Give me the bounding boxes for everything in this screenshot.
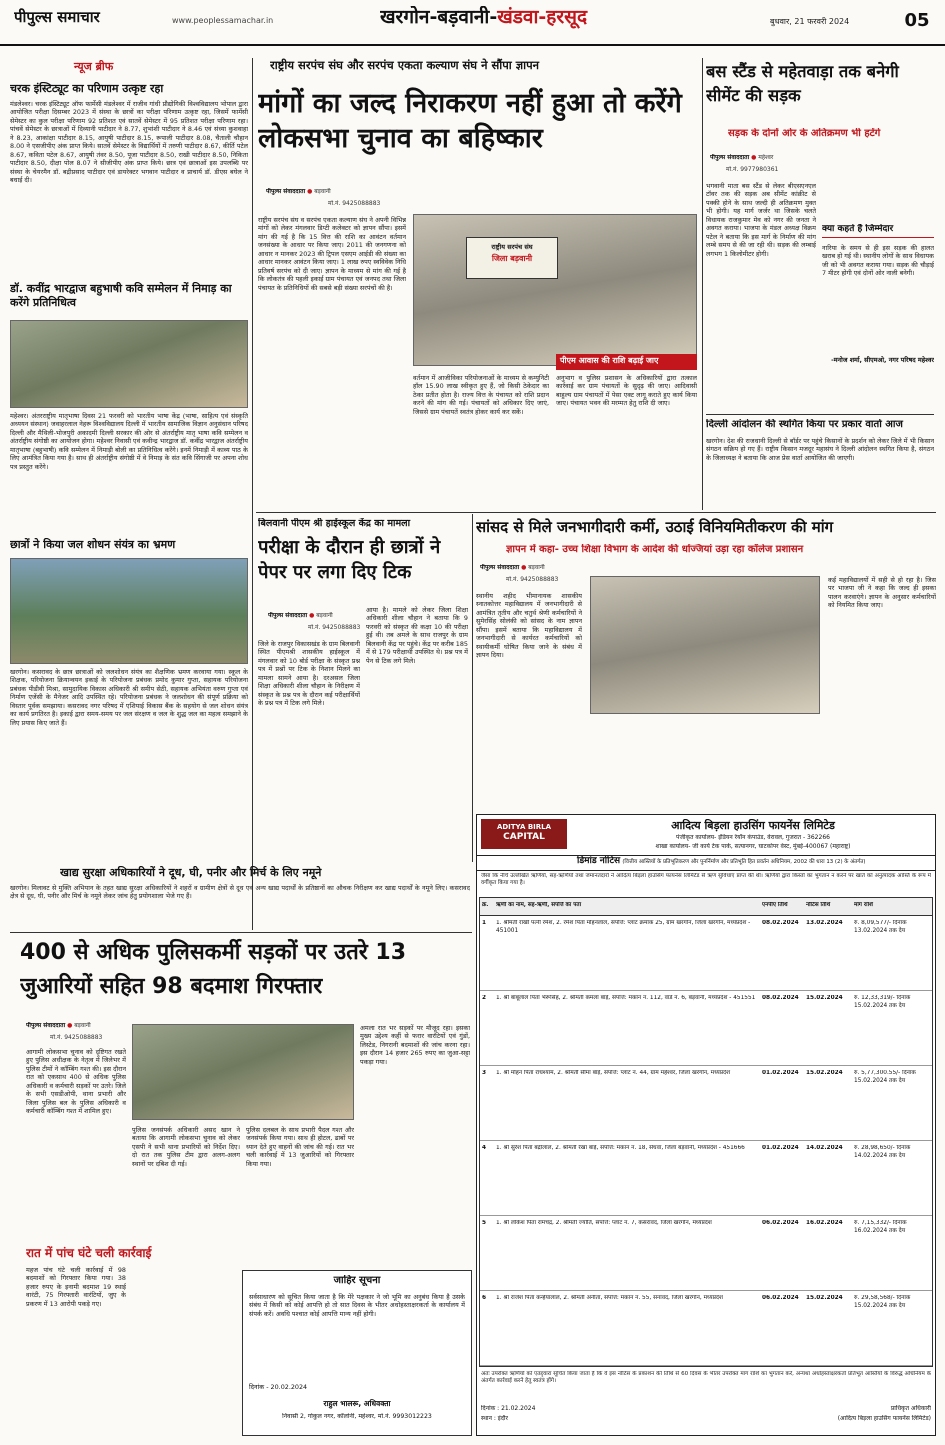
ad-row-borrower: 1. श्री सुरेश पिता बद्रीलाल, 2. श्रीमती रेखा बाई, संपत्ति: मकान नं. 18, सेंधवा, जिला बड़वानी, मध्यप्रदेश - 451666 <box>496 1145 745 1151</box>
bus-stand-byline-name: पीपुल्स संवाददाता <box>710 154 750 161</box>
police-byline-name: पीपुल्स संवाददाता <box>26 1022 66 1029</box>
sarpanch-photo <box>413 214 697 366</box>
police-col3: पुलिस जनसंपर्क अधिकारी असद खान ने बताया कि आगामी लोकसभा चुनाव को लेकर एसपी ने सभी थाना प्रभारियों को निर्देश दिए। दो रात तक पुलिस टीम द्वारा अलग-अलग स्थानों पर दबिश दी गई। <box>132 1126 240 1168</box>
paper-logo <box>14 8 164 30</box>
ad-row-borrower: 1. श्री मोहन पिता राधेश्याम, 2. श्रीमती सीमा बाई, संपत्ति: प्लॉट नं. 44, ग्राम महेश्वर, जिला खरगोन, मध्यप्रदेश <box>496 1070 731 1076</box>
sarpanch-mobile: मो.नं. 9425088883 <box>328 200 381 207</box>
box-body: नारिया के समय से ही इस सड़क की हालत खराब हो गई थी। स्थानीय लोगों के साथ विधायक जी को भी अवगत कराया गया। सड़क की चौड़ाई 7 मीटर होगी एवं दोनों ओर नाली बनेगी। <box>822 244 934 278</box>
ad-row-amount: रु. 12,33,319/- दिनांक 15.02.2024 तक देय <box>854 995 911 1009</box>
exam-mp-rule <box>472 514 473 862</box>
ad-signatory-company: (आदित्य बिड़ला हाउसिंग फायनेंस लिमिटेड) <box>837 1415 931 1422</box>
news-brief-label: न्यूज ब्रीफ <box>74 60 114 73</box>
ad-col-amount: मांग राशि <box>854 902 873 908</box>
ad-title-bar <box>477 855 935 871</box>
ad-row-notice: 15.02.2024 <box>806 1070 843 1076</box>
lower-horizontal-rule <box>10 932 472 933</box>
ad-intro: जैसा कि नीचे उल्लेखित ऋणियों, सह-ऋणियों तथा जमानतदारों ने आदित्य बिड़ला हाउसिंग फायनेंस लिमिटेड से ऋण सुविधाएं प्राप्त की थीं। ऋणियों द्वारा किस्तों का भुगतान न करने पर खाते को अनुत्पादक आस्ति के रूप में वर्गीकृत किया गया है। <box>481 873 931 887</box>
delhi-body: खरगोन। देश की राजधानी दिल्ली से बॉर्डर पर पहुंचे किसानों के प्रदर्शन को लेकर जिले में भी किसान संगठन सक्रिय हो गए हैं। राष्ट्रीय किसान मजदूर महासंघ ने दिल्ली आंदोलन स्थगित किया है, संगठन के जिलाध्यक्ष ने बताया कि आज प्रेस वार्ता आयोजित की जाएगी। <box>706 437 934 462</box>
ad-row-amount: रु. 8,09,577/- दिनांक 13.02.2024 तक देय <box>854 920 907 934</box>
ad-company: आदित्य बिड़ला हाउसिंग फायनेंस लिमिटेड <box>671 819 835 832</box>
public-notice <box>242 1270 472 1436</box>
brief3-body: खरगोन। कसरावद के छात्र छात्राओं को जलशोधन संयंत्र का शैक्षणिक भ्रमण करवाया गया। स्कूल के शिक्षक, परियोजना क्रियान्वयन इकाई के परियोजना प्रबंधक प्रमोद कुमार गुप्ता, सहायक परियोजना प्रबंधक पीडीवी मिश्रा, सामुदायिक विकास अधिकारी श्री समीप सेठी, सहायक अभियंता वरुण गुप्ता एवं निर्माण एजेंसी के मैनेजर आदि उपस्थित रहे। परियोजना प्रबंधक ने जलशोधन की संपूर्ण प्रक्रिया को विस्तार पूर्वक समझाया। कसरावद नगर परिषद में एशियाई विकास बैंक के सहयोग से जल शोधन संयंत्र का कार्य प्रगतिरत है। इकाई द्वारा समय-समय पर जल संरक्षण व जल के शुद्ध जल का महत्व समझाने के लिए प्रयास किए जाते हैं। <box>10 668 248 727</box>
mp-headline: सांसद से मिले जनभागीदारी कर्मी, उठाई विनियमितीकरण की मांग <box>476 518 834 536</box>
mp-col4: कई महाविद्यालयों में सही से हो रहा है। जिस पर भाजपा जी ने कहा कि जल्द ही इसका पालन करवाएंगे। ज्ञापन के अनुसार कर्मचारियों को नियमित किया जाए। <box>828 576 936 610</box>
ad-table-row <box>480 1066 933 1141</box>
ad-row-notice: 16.02.2024 <box>806 1220 843 1226</box>
ad-row-amount: रु. 29,58,568/- दिनांक 15.02.2024 तक देय <box>854 1295 911 1309</box>
exam-byline-name: पीपुल्स संवाददाता <box>268 612 308 619</box>
ad-signatory: प्राधिकृत अधिकारी <box>890 1405 931 1412</box>
ad-rows <box>480 916 933 1367</box>
sarpanch-photo-caption: पीएम आवास की राशि बढ़ाई जाए <box>556 354 697 370</box>
ad-row-amount: रु. 28,98,650/- दिनांक 14.02.2024 तक देय <box>854 1145 911 1159</box>
ad-date: दिनांक : 21.02.2024 <box>481 1405 536 1412</box>
exam-kicker: बिलवानी पीएम श्री हाईस्कूल केंद्र का मामला <box>258 518 411 529</box>
masthead-rule <box>0 44 945 46</box>
exam-byline-location: बड़वानी <box>316 612 333 619</box>
edition-title-black: खरगोन-बड़वानी- <box>380 6 498 28</box>
ad-col-npa: एनपीए तिथि <box>762 902 788 908</box>
mp-mobile: मो.नं. 9425088883 <box>506 576 559 583</box>
ad-row-amount: रु. 7,15,332/- दिनांक 16.02.2024 तक देय <box>854 1220 907 1234</box>
sarpanch-photo-banner <box>466 237 558 279</box>
ad-col-no: क्र. <box>482 902 489 908</box>
ad-row-notice: 13.02.2024 <box>806 920 843 926</box>
brief2-photo <box>10 320 248 408</box>
sarpanch-body: राष्ट्रीय सरपंच संघ व सरपंच एकता कल्याण संघ ने अपनी विभिन्न मांगों को लेकर मंगलवार डिप्टी कलेक्टर को ज्ञापन सौंपा। इसमें मांग की गई है कि 15 वित्त की राशि का आवंटन वर्तमान जनसंख्या के आधार पर किया जाए। 2011 की जनगणना को आधार न मानकर 2023 की ट्रिपल एसएम आईडी की संख्या का आधार मानकर आवंटन किया जाए। 1 लाख रुपए स्वविवेक निधि प्रतिवर्ष सरपंच को दी जाए। ज्ञापन के माध्यम से मांग की गई है कि लोकतंत्र की पहली इकाई ग्राम पंचायत एवं जनपद तथा जिला पंचायत के प्रतिनिधियों की सबसे बड़ी संख्या सरपंचों की है। <box>258 216 406 292</box>
ad-row-npa: 01.02.2024 <box>762 1145 799 1151</box>
police-col2b <box>132 1266 240 1426</box>
mp-byline-name: पीपुल्स संवाददाता <box>480 564 520 571</box>
ad-row-notice: 15.02.2024 <box>806 1295 843 1301</box>
ad-col-borrower: ऋणी का नाम, सह-ऋणी, संपत्ति का पता <box>496 902 582 908</box>
notice-date: दिनांक - 20.02.2024 <box>249 1383 308 1391</box>
sarpanch-kicker: राष्ट्रीय सरपंच संघ और सरपंच एकता कल्याण संघ ने सौंपा ज्ञापन <box>270 58 539 72</box>
ad-row-borrower: 1. श्रीमती राखी पत्नी रमेश, 2. रमेश पिता मोहनलाल, संपत्ति: प्लॉट क्रमांक 25, ग्राम खरगोन, जिला खरगोन, मध्यप्रदेश - 451001 <box>496 920 751 934</box>
police-subhead: रात में पांच घंटे चली कार्रवाई <box>26 1246 152 1260</box>
ad-row-npa: 01.02.2024 <box>762 1070 799 1076</box>
delhi-story <box>706 414 934 510</box>
mid-horizontal-rule <box>256 512 936 513</box>
police-photo <box>132 1024 354 1120</box>
sarpanch-byline: पीपुल्स संवाददाता ● बड़वानी <box>266 188 331 195</box>
sarpanch-headline: मांगों का जल्द निराकरण नहीं हुआ तो करेंगे लोकसभा चुनाव का बहिष्कार <box>258 88 682 155</box>
brief2-headline: डॉ. कवींद्र भारद्वाज बहुभाषी कवि सम्मेलन में निमाड़ का करेंगे प्रतिनिधित्व <box>10 282 232 309</box>
exam-story <box>258 516 468 860</box>
ad-row-no: 6 <box>482 1295 487 1301</box>
brief1-headline: चरक इंस्टिट्यूट का परिणाम उत्कृष्ट रहा <box>10 82 164 95</box>
brief2-body: महेश्वर। अंतरराष्ट्रीय मातृभाषा दिवस 21 फरवरी को भारतीय भाषा केंद्र (भाषा, साहित्य एवं संस्कृति अध्ययन संस्थान) जवाहरलाल नेहरू विश्वविद्यालय दिल्ली में भारतीय सामाजिक विज्ञान अनुसंधान परिषद दिल्ली और मैथिली-भोजपुरी अकादमी दिल्ली सरकार की ओर से अंतर्राष्ट्रीय मातृ भाषा कवि सम्मेलन व अंतर्राष्ट्रीय संगोष्ठी का आयोजन होगा। महेश्वर निवासी एवं कवीन्द्र भारद्वाज डॉ. कवींद्र भारद्वाज अंतर्राष्ट्रीय मातृभाषा (बहुभाषी) कवि सम्मेलन में निमाड़ी बोली का प्रतिनिधित्व करेंगे। इनमें निमाड़ी में काव्य पाठ के लिए आमंत्रित किया गया है। साथ ही अंतर्राष्ट्रीय संगोष्ठी में वे निमाड़ के संत कवि सिंगाजी पर अपना शोध पत्र प्रस्तुत करेंगे। <box>10 412 248 471</box>
mp-col1: स्थानीय शहीद भीमानायक शासकीय स्नातकोत्तर महाविद्यालय में जनभागीदारी से आमंत्रित तृतीय और चतुर्थ श्रेणी कर्मचारियों ने सुमेरसिंह सोलंकी को सांसद के नाम ज्ञापन सौंपा। इसमें बताया कि महाविद्यालय में जनभागीदारी से कार्यरत कर्मचारियों को स्थायीकर्मी घोषित किया जाने के संबंध में ज्ञापन दिया। <box>476 592 582 660</box>
edition-title-red: खंडवा-हरसूद <box>497 6 588 28</box>
ad-col-notice: नोटिस तिथि <box>806 902 831 908</box>
exam-col1: जिले के राजपुर विकासखंड के ग्राम बिलवानी स्थित पीएमश्री शासकीय हाईस्कूल में मंगलवार को 10 बोर्ड परीक्षा के संस्कृत प्रश्न पत्र में प्रश्नों पर टिक के निशान मिलने का मामला सामने आया है। दरअसल जिला शिक्षा अधिकारी शीला चौहान के निरीक्षण में संस्कृत के प्रश्न पत्र के दौरान कई परीक्षार्थियों के प्रश्न पत्र में टिक लगे मिले। <box>258 640 360 708</box>
bus-stand-byline-location: महेश्वर <box>758 154 774 161</box>
bus-stand-body: भगवानी माता बस स्टैंड से लेकर बीएसएनएल टॉवर तक की सड़क अब सीमेंट कांक्रीट से पक्की होने के साथ जल्दी ही अतिक्रमण मुक्त भी होगी। यह मार्ग जर्जर था जिसके चलते विधायक राजकुमार मेव को नगर की जनता ने अवगत कराया। भाजपा के मंडल अध्यक्ष विक्रम पटेल ने बताया कि इस मार्ग के निर्माण की मांग लम्बे समय से की जा रही थी। सड़क की लम्बाई लगभग 1 किलोमीटर होगी। <box>706 182 816 258</box>
police-col2: महज पांच घंटे चली कार्रवाई में 98 बदमाशों को गिरफ्तार किया गया। 38 हजार रुपए के इनामी बदमाश 19 स्थाई वारंटी, 75 गिरफ्तारी वारंटियों, जुए के प्रकरण में 13 आरोपी पकड़े गए। <box>26 1266 126 1308</box>
food-body: खरगोन। मिलावट से मुक्ति अभियान के तहत खाद्य सुरक्षा अधिकारियों ने शहरों व ग्रामीण क्षेत्रों से दूध एवं अन्य खाद्य पदार्थों के प्रतिष्ठानों का औचक निरीक्षण कर खाद्य पदार्थों के नमूने लिए। कसरावद क्षेत्र से दूध, घी, पनीर और मिर्च के नमूने लेकर जांच हेतु प्रयोगशाला भेजे गए हैं। <box>10 884 470 901</box>
bus-stand-subhead: सड़क के दोनों ओर के अतिक्रमण भी हटेंगे <box>728 128 881 139</box>
ad-table-row <box>480 1216 933 1291</box>
ad-row-no: 5 <box>482 1220 487 1226</box>
notice-body: सर्वसाधारण को सूचित किया जाता है कि मेरे पक्षकार ने जो भूमि का अनुबंध किया है उसके संबंध में किसी को कोई आपत्ति हो तो सात दिवस के भीतर अधोहस्ताक्षरकर्ता के कार्यालय में संपर्क करें। अवधि पश्चात कोई आपत्ति मान्य नहीं होगी। <box>249 1293 465 1318</box>
ad-office1: पंजीकृत कार्यालय- इंडियन रेयॉन कंपाउंड, वेरावल, गुजरात - 362266 <box>676 834 830 841</box>
center-right-rule <box>702 58 703 510</box>
box-title: क्या कहते हैं जिम्मेदार <box>822 224 934 238</box>
food-headline: खाद्य सुरक्षा अधिकारियों ने दूध, घी, पनीर और मिर्च के लिए नमूने <box>60 866 322 879</box>
edition-title <box>380 6 720 36</box>
website: www.peoplessamachar.in <box>172 16 274 25</box>
police-col5: अमला रात भर सड़कों पर मौजूद रहा। इसका मुख्य उद्देश्य कहीं से फरार वारंटियों एवं गुंडों, लिस्टेड, निगरानी बदमाशों की जांच करना रहा। इस दौरान 14 हजार 265 रुपए का जुआ-सट्टा पकड़ा गया। <box>360 1024 470 1066</box>
ad-logo-line1: ADITYA BIRLA <box>496 823 552 831</box>
ad-row-npa: 06.02.2024 <box>762 1220 799 1226</box>
ad-table <box>479 897 933 1367</box>
ad-row-no: 4 <box>482 1145 487 1151</box>
exam-mobile: मो.नं. 9425088883 <box>308 624 361 631</box>
bus-stand-byline: पीपुल्स संवाददाता ● महेश्वर <box>710 154 774 161</box>
bus-stand-mobile: मो.नं. 9977980361 <box>726 166 779 173</box>
issue-date: बुधवार, 21 फरवरी 2024 <box>770 17 850 26</box>
mp-story <box>476 516 936 812</box>
photo-banner-line1: राष्ट्रीय सरपंच संघ <box>491 243 533 251</box>
police-col4: पुलिस दलबल के साथ प्रभारी पैदल गश्त और जनसंपर्क किया गया। साथ ही होटल, ढाबों पर ध्यान देते हुए वाहनों की जांच की गई। रात भर चली कार्रवाई में 13 जुआरियों को गिरफ्तार किया गया। <box>246 1126 354 1168</box>
police-headline: 400 से अधिक पुलिसकर्मी सड़कों पर उतरे 13 जुआरियों सहित 98 बदमाश गिरफ्तार <box>20 940 407 1000</box>
ad-row-no: 2 <box>482 995 487 1001</box>
ad-row-notice: 14.02.2024 <box>806 1145 843 1151</box>
photo-banner-line2: जिला बड़वानी <box>491 254 533 264</box>
ad-footer-text: अतः उपरोक्त ऋणियों को एतद्द्वारा सूचित किया जाता है कि वे इस नोटिस के प्रकाशन की तिथि से 60 दिवस के भीतर उपरोक्त मांग राशि का भुगतान करें, अन्यथा अधोहस्ताक्षरकर्ता प्रतिभूत आस्तियों के विरुद्ध अधिनियम के अंतर्गत कार्रवाई करने हेतु स्वतंत्र होंगे। <box>481 1371 931 1385</box>
news-brief-column <box>10 60 248 930</box>
bus-stand-box <box>822 156 934 388</box>
sarpanch-col3: वर्तमान में आजीविका परियोजनाओं के माध्यम से कम्युनिटी हॉल 15.90 लाख स्वीकृत हुए हैं, जो किसी ठेकेदार का ठेका प्रतीत होता है। राज्य वित्त के पंचायत को राशि प्रदान करने की मांग की गई। पंचायतों को अधिकार दिए जाएं, जिससे ग्राम पंचायतें स्वतंत्र होकर कार्य कर सकें। <box>413 374 549 416</box>
ad-row-no: 1 <box>482 920 487 926</box>
sarpanch-byline-name: पीपुल्स संवाददाता <box>266 188 306 195</box>
ad-table-row <box>480 1291 933 1366</box>
ad-row-npa: 06.02.2024 <box>762 1295 799 1301</box>
mp-subhead: ज्ञापन में कहा- उच्च शिक्षा विभाग के आदेश की धज्जियां उड़ा रहा कॉलेज प्रशासन <box>506 544 804 555</box>
police-byline: पीपुल्स संवाददाता ● बड़वानी <box>26 1022 91 1029</box>
ad-title: डिमांड नोटिस <box>577 856 621 866</box>
ad-row-no: 3 <box>482 1070 487 1076</box>
notice-title: जाहिर सूचना <box>333 1275 381 1286</box>
brief3-photo <box>10 558 248 664</box>
sarpanch-col4: अनुभाग व पुलिस प्रशासन के अधिकारियों द्वारा तत्काल कार्रवाई कर ग्राम पंचायतों के सुदृढ़ की जाए। आदिवासी बाहुल्य ग्राम पंचायतों में पेसा एक्ट लागू कराते हुए कार्य किया जाए। पंचायत भवन की मरम्मत हेतु राशि दी जाए। <box>556 374 697 408</box>
exam-headline: परीक्षा के दौरान ही छात्रों ने पेपर पर लगा दिए टिक <box>258 537 441 583</box>
delhi-headline: दिल्ली आंदोलन की स्थगित किया पर प्रकार वार्ता आज <box>706 419 903 430</box>
ad-table-header <box>480 898 933 916</box>
ad-row-npa: 08.02.2024 <box>762 920 799 926</box>
ad-place: स्थान : इंदौर <box>481 1415 508 1422</box>
mp-byline-location: बड़वानी <box>528 564 545 571</box>
mp-byline: पीपुल्स संवाददाता ● बड़वानी <box>480 564 545 571</box>
ad-row-borrower: 1. श्री बाबूलाल पिता भेरूसिंह, 2. श्रीमती कमला बाई, संपत्ति: मकान नं. 112, वार्ड नं. 6, बड़वानी, मध्यप्रदेश - 451551 <box>496 995 756 1001</box>
bus-stand-headline: बस स्टैंड से महेतवाड़ा तक बनेगी सीमेंट की सड़क <box>706 62 899 105</box>
exam-byline: पीपुल्स संवाददाता ● बड़वानी <box>268 612 333 619</box>
sarpanch-byline-location: बड़वानी <box>314 188 331 195</box>
sarpanch-story <box>258 58 698 508</box>
masthead <box>0 0 945 46</box>
ad-logo-line2: CAPITAL <box>503 831 545 842</box>
box-sign: -मनोज शर्मा, सीएमओ, नगर परिषद महेश्वर <box>831 356 934 364</box>
ad-row-borrower: 1. श्री राजेश पिता कन्हैयालाल, 2. श्रीमती अनीता, संपत्ति: मकान नं. 55, सनावद, जिला खरगोन, मध्यप्रदेश <box>496 1295 723 1301</box>
notice-signer: राहुल भालरू, अधिवक्ता <box>323 1399 391 1408</box>
ad-table-row <box>480 916 933 991</box>
paper-name: पीपुल्स समाचार <box>14 8 100 26</box>
page-number: 05 <box>904 10 930 31</box>
ad-row-amount: रु. 5,77,300.55/- दिनांक 15.02.2024 तक देय <box>854 1070 916 1084</box>
mp-photo <box>590 576 820 714</box>
exam-col2: आया है। मामले को लेकर जिला शिक्षा अधिकारी शीला चौहान ने बताया कि 9 फरवरी को संस्कृत की कक्षा 10 की परीक्षा हुई थी। तब अमले के साथ राजपुर के ग्राम बिलवानी केंद्र पर पहुंचे। केंद्र पर करीब 185 में से 179 परीक्षार्थी उपस्थित थे। प्रश्न पत्र में पेन से टिक लगे मिले। <box>366 606 468 665</box>
news-brief-label-wrap <box>10 60 248 78</box>
brief1-body: मंडलेश्वर। चरक इंस्टिट्यूट ऑफ फार्मेसी मंडलेश्वर में राजीव गांधी प्रौद्योगिकी विश्वविद्यालय भोपाल द्वारा आयोजित परीक्षा दिसम्बर 2023 में संस्था के छात्रों का परीक्षा परिणाम उत्कृष्ट रहा, जिसमें फार्मेसी सेमेस्टर का कुल परीक्षा परिणाम 92 प्रतिशत एवं सातवें सेमेस्टर में 95 प्रतिशत परीक्षा परिणाम रहा। पांचवें सेमेस्टर के छात्राओं में दिव्यानी पाटीदार ने 8.77, शुभांशी पाटीदार ने 8.46 एवं संध्या कुशवाहा ने 8.23, आकांक्षा पाटीदार 8.15, आयुषी पाटीदार 8.15, रूपाली पाटीदार 8.08, चैताली चौहान 8.00 ने एसजीपीए अंक प्राप्त किये। सातवें सेमेस्टर के विद्यार्थियों में तरुणी पाटीदार 8.67, कीर्ति पटेल 8.67, कविता पटेल 8.67, आयुषी तंवर 8.50, पूजा पाटीदार 8.50, राखी पाटीदार 8.50, निकिता पाटीदार 8.50, दीक्षा पोल 8.07 ने सीजीपीए अंक प्राप्त किये। छात्र एवं छात्राओं इस उपलब्धि पर संस्था के चेयरमैन डॉ. बद्रीप्रसाद पाटीदार एवं डायरेक्टर भगवान पाटीदार व प्राचार्य डॉ. डीएस बघेल ने बधाई दी। <box>10 100 248 185</box>
ad-logo <box>481 819 567 849</box>
ad-row-notice: 15.02.2024 <box>806 995 843 1001</box>
brief3-headline: छात्रों ने किया जल शोधन संयंत्र का भ्रमण <box>10 538 176 551</box>
aditya-birla-ad <box>476 814 936 1436</box>
left-column-rule <box>252 58 253 930</box>
food-strip-row <box>10 866 470 930</box>
notice-address: निवासी 2, गोकुल नगर, कॉलोनी, महेश्वर, मो.नं. 9993012223 <box>282 1413 432 1420</box>
ad-title-note: (वित्तीय आस्तियों के प्रतिभूतिकरण और पुनर्निर्माण और प्रतिभूति हित प्रवर्तन अधिनियम, 2002 की धारा 13 (2) के अंतर्गत) <box>622 859 866 865</box>
ad-office2: शाखा कार्यालय- जी कार्य टेक पार्क, सत्यानगर, घाटकोपर वेस्ट, मुंबई-400067 (महाराष्ट्र) <box>655 843 851 850</box>
bus-stand-story <box>706 60 934 442</box>
police-mobile: मो.नं. 9425088883 <box>50 1034 103 1041</box>
ad-row-borrower: 1. श्री लोकेश पिता रामचंद्र, 2. श्रीमती ज्योति, संपत्ति: प्लॉट नं. 7, कसरावद, जिला खरगोन, मध्यप्रदेश <box>496 1220 712 1226</box>
ad-table-row <box>480 991 933 1066</box>
police-byline-location: बड़वानी <box>74 1022 91 1029</box>
police-col1: आगामी लोकसभा चुनाव को दृष्टिगत रखते हुए पुलिस अधीक्षक के नेतृत्व में जिलेभर में पुलिस टीमों ने कॉम्बिंग गश्त की। इस दौरान रात को एकसाथ 400 से अधिक पुलिस अधिकारी व कर्मचारी सड़कों पर उतरे। जिले के सभी एसडीओपी, थाना प्रभारी और जिला पुलिस बल के पुलिस अधिकारी व कर्मचारी कॉम्बिंग गश्त में शामिल हुए। <box>26 1048 126 1116</box>
ad-table-row <box>480 1141 933 1216</box>
ad-row-npa: 08.02.2024 <box>762 995 799 1001</box>
